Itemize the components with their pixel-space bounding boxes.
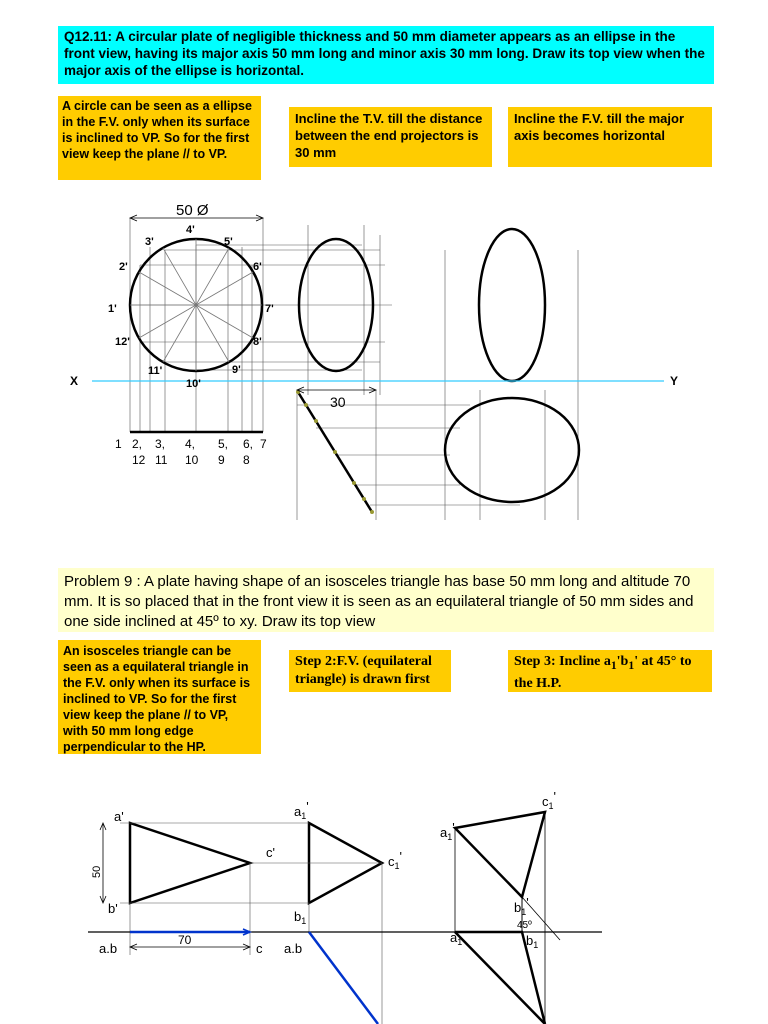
point-label: 2' xyxy=(119,261,128,273)
tv-label: 1 xyxy=(115,437,122,451)
step-2-note: Step 2:F.V. (equilateral triangle) is drawn first xyxy=(289,650,451,692)
circular-plate-figure xyxy=(92,202,664,520)
projector-lines xyxy=(130,218,578,520)
tv-label: 12 xyxy=(132,453,146,467)
label-45-angle: 45º xyxy=(517,920,532,931)
triangle-fv-step1 xyxy=(130,823,250,903)
question-12-11: Q12.11: A circular plate of negligible thickness and 50 mm diameter appears as an ellipse in the front view, having its major axis 50 mm long and minor axis 30 mm long. Draw its top view when the major axis of the ellipse is horizontal. xyxy=(58,26,714,84)
point-label: 12' xyxy=(115,336,130,348)
point-label: 7' xyxy=(265,303,274,315)
circle-point-labels xyxy=(108,224,274,390)
triangle-plate-figure xyxy=(88,812,602,1024)
label-b1-tv: $b_1$ xyxy=(526,933,539,950)
tv-label: 3, xyxy=(155,437,166,451)
point-label: 3' xyxy=(145,236,154,248)
point-label: 4' xyxy=(186,224,195,236)
point-label: 5' xyxy=(224,236,233,248)
note-incline-tv: Incline the T.V. till the distance between the end projectors is 30 mm xyxy=(289,107,492,167)
note-circle-as-ellipse: A circle can be seen as a ellipse in the F.V. only when its surface is inclined to VP. So for the first view keep the plane // to VP. xyxy=(58,96,261,180)
problem-9-statement: Problem 9 : A plate having shape of an isosceles triangle has base 50 mm long and altitude 70 mm. It is so placed that in the front view it is seen as an equilateral triangle of 50 mm sides and one side inclined at 45º to xy. Draw its top view xyxy=(58,568,714,632)
point-label: 10' xyxy=(186,378,201,390)
label-c: c xyxy=(256,941,263,956)
label-a1-prime: $a_1'$ xyxy=(294,799,309,821)
x-label: X xyxy=(70,374,79,388)
vertical-ellipse xyxy=(479,229,545,381)
note-incline-fv: Incline the F.V. till the major axis becomes horizontal xyxy=(508,107,712,167)
label-a1: $a_1$ xyxy=(450,930,463,947)
tv-label: 5, xyxy=(218,437,229,451)
label-ab-2: a.b xyxy=(284,941,303,956)
point-label: 6' xyxy=(253,261,262,273)
tv-label: 8 xyxy=(243,453,250,467)
tv-label: 11 xyxy=(155,453,168,467)
tv-label: 9 xyxy=(218,453,225,467)
point-label: 1' xyxy=(108,303,117,315)
label-c-prime: c' xyxy=(266,845,275,860)
tv-label: 10 xyxy=(185,453,199,467)
label-b1: $b_1$ xyxy=(294,909,307,926)
tv-label: 4, xyxy=(185,437,196,451)
label-a-prime: a' xyxy=(114,809,124,824)
label-b1-prime-step3: $b_1'$ xyxy=(514,895,529,917)
label-ab: a.b xyxy=(99,941,118,956)
point-label: 11' xyxy=(148,365,163,377)
label-b-prime: b' xyxy=(108,901,118,916)
top-view-ellipse xyxy=(445,398,579,502)
tv-inclined-line xyxy=(309,932,378,1024)
dim-50-label: 50 xyxy=(91,865,103,878)
y-label: Y xyxy=(670,374,679,388)
note-isosceles-triangle: An isosceles triangle can be seen as a equilateral triangle in the F.V. only when its surface is inclined to VP. So for the first view keep the plane // to VP, with 50 mm long edge perpendicular to the HP. xyxy=(58,640,261,754)
dimension-30-label: 30 xyxy=(330,394,346,410)
label-a1-prime-step3: $a_1'$ xyxy=(440,820,455,842)
point-label: 8' xyxy=(253,336,262,348)
step-3-note: Step 3: Incline $a_1'b_1'$ at 45° to the H.P. xyxy=(508,650,712,692)
tv-label: 6, xyxy=(243,437,254,451)
triangle-fv-step3 xyxy=(455,812,545,897)
tv-label: 7 xyxy=(260,437,267,451)
point-label: 9' xyxy=(232,364,241,376)
dim-70-label: 70 xyxy=(178,933,192,947)
tv-point-labels xyxy=(115,437,267,467)
tv-label: 2, xyxy=(132,437,143,451)
dimension-50-label: 50 Ø xyxy=(176,202,209,219)
label-c1-prime: $c_1'$ xyxy=(388,849,402,871)
label-c1-prime-step3: $c_1'$ xyxy=(542,789,556,811)
